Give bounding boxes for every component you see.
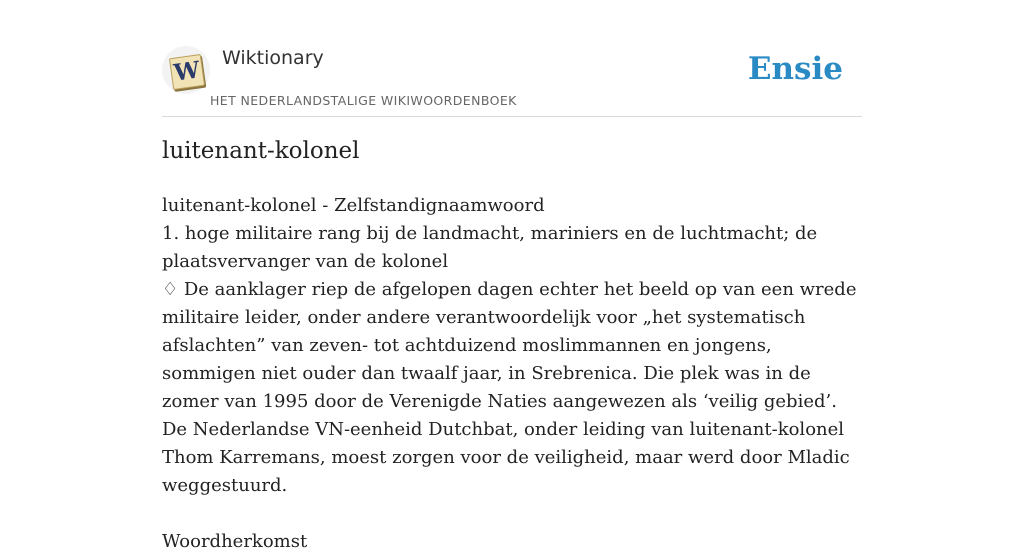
definition-text: 1. hoge militaire rang bij de landmacht, mariniers en de luchtmacht; de plaatsvervanger van de kolonel — [162, 223, 818, 272]
wiktionary-logo-icon[interactable] — [162, 46, 210, 94]
ensie-brand-link[interactable]: Ensie — [747, 51, 843, 87]
site-header — [162, 40, 862, 117]
entry-content — [162, 192, 862, 556]
example-quote: ♢ De aanklager riep de afgelopen dagen echter het beeld op van een wrede militaire leider, onder andere verantwoordelijk voor „het systematisch afslachten” van zeven- tot achtduizend moslimmannen en jongens, sommigen niet ouder dan twaalf jaar, in Srebrenica. Die plek was in de zomer van 1995 door de Verenigde Naties aangewezen als ‘veilig gebied’. De Nederlandse VN-eenheid Dutchbat, onder leiding van luitenant-kolonel Thom Karremans, moest zorgen voor de veiligheid, maar werd door Mladic weggestuurd. — [162, 279, 857, 496]
section-heading-etymology: Woordherkomst — [162, 531, 308, 552]
word-class-line: luitenant-kolonel - Zelfstandignaamwoord — [162, 195, 545, 216]
spacer — [162, 500, 862, 528]
site-tagline: HET NEDERLANDSTALIGE WIKIWOORDENBOEK — [210, 93, 517, 108]
page-title: luitenant-kolonel — [162, 138, 360, 164]
logo-tile — [169, 54, 205, 90]
logo-letter: W — [172, 56, 202, 87]
site-name[interactable]: Wiktionary — [222, 47, 324, 69]
